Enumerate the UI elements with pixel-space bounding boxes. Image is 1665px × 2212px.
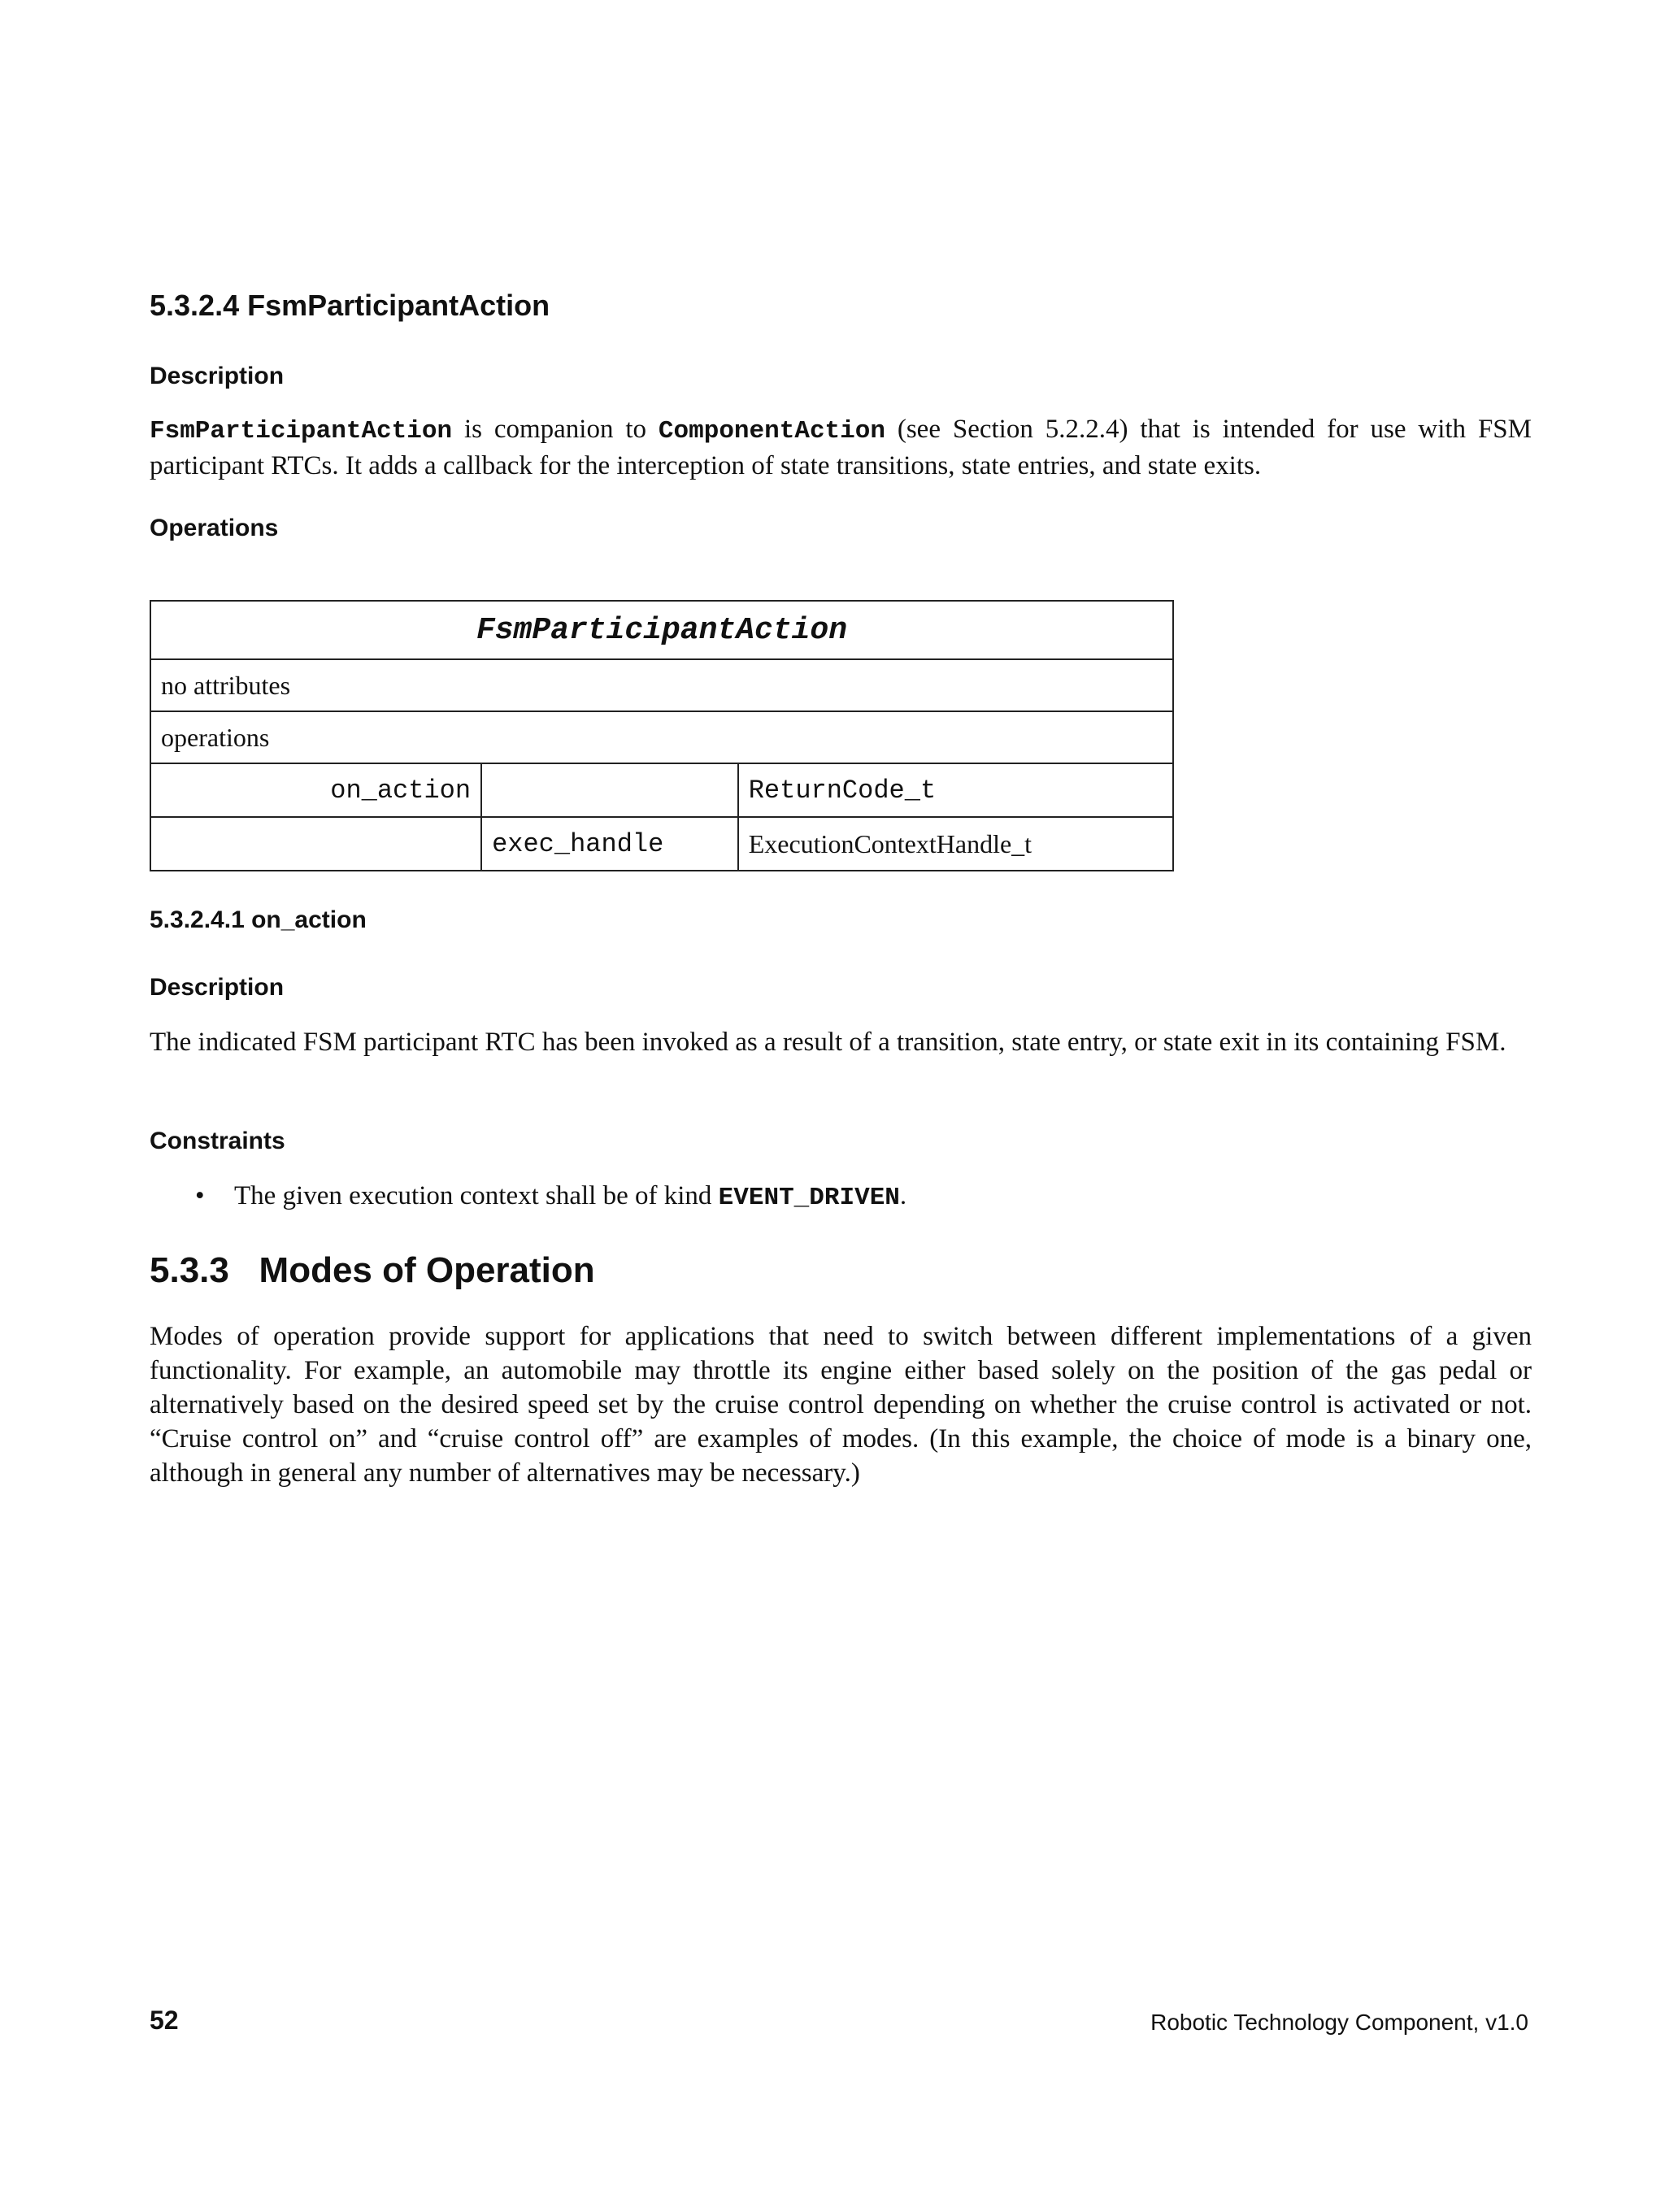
parameter-empty-cell	[150, 817, 481, 871]
constraint-end: .	[899, 1181, 907, 1210]
table-attributes-row	[150, 659, 1173, 711]
section-heading-5-3-3: 5.3.3 Modes of Operation	[150, 1250, 595, 1290]
table-parameter-row	[150, 817, 1173, 871]
description-label-2: Description	[150, 974, 285, 1001]
parameter-type-cell: ExecutionContextHandle_t	[738, 817, 1173, 871]
operation-name-cell: on_action	[150, 763, 481, 817]
constraint-list-item	[234, 1179, 906, 1215]
constraints-label: Constraints	[150, 1128, 285, 1154]
description-text-part-2: (see Section 5.2.2.4) that is intended for use with FSM participant RTCs. It adds a callback for the interception of state transitions, state entries, and state exits.	[150, 415, 1532, 480]
table-operations-row	[150, 711, 1173, 763]
parameter-name-cell: exec_handle	[481, 817, 738, 871]
related-class-term: ComponentAction	[658, 417, 885, 445]
section-heading-5-3-2-4: 5.3.2.4 FsmParticipantAction	[150, 289, 550, 322]
document-title: Robotic Technology Component, v1.0	[1150, 2010, 1528, 2035]
constraint-term: EVENT_DRIVEN	[718, 1184, 900, 1212]
class-name-term: FsmParticipantAction	[150, 417, 453, 445]
constraint-text: The given execution context shall be of kind	[234, 1181, 719, 1210]
table-title-row	[150, 601, 1173, 659]
description-text-part-1: is companion to	[452, 415, 659, 444]
description-label: Description	[150, 363, 285, 389]
class-description-paragraph	[150, 412, 1532, 483]
constraint-bullet: •	[195, 1181, 205, 1210]
operation-empty-cell	[481, 763, 738, 817]
operation-description-paragraph: The indicated FSM participant RTC has been invoked as a result of a transition, state entry, or state exit in its containing FSM.	[150, 1028, 1506, 1057]
attributes-cell: no attributes	[150, 659, 1173, 711]
operations-cell: operations	[150, 711, 1173, 763]
operation-return-type-cell: ReturnCode_t	[738, 763, 1173, 817]
operations-table	[150, 600, 1174, 871]
modes-of-operation-paragraph: Modes of operation provide support for applications that need to switch between different implementations of a given functionality. For example, an automobile may throttle its engine either based solely on the position of the gas pedal or alternatively based on the desired speed set by the cruise control depending on whether the cruise control is activated or not. “Cruise control on” and “cruise control off” are examples of modes. (In this example, the choice of mode is a binary one, although in general any number of alternatives may be necessary.)	[150, 1322, 1532, 1488]
section-heading-5-3-2-4-1: 5.3.2.4.1 on_action	[150, 906, 367, 933]
operations-label: Operations	[150, 515, 279, 541]
table-class-title: FsmParticipantAction	[150, 601, 1173, 659]
table-operation-row	[150, 763, 1173, 817]
page-number: 52	[150, 2006, 179, 2035]
